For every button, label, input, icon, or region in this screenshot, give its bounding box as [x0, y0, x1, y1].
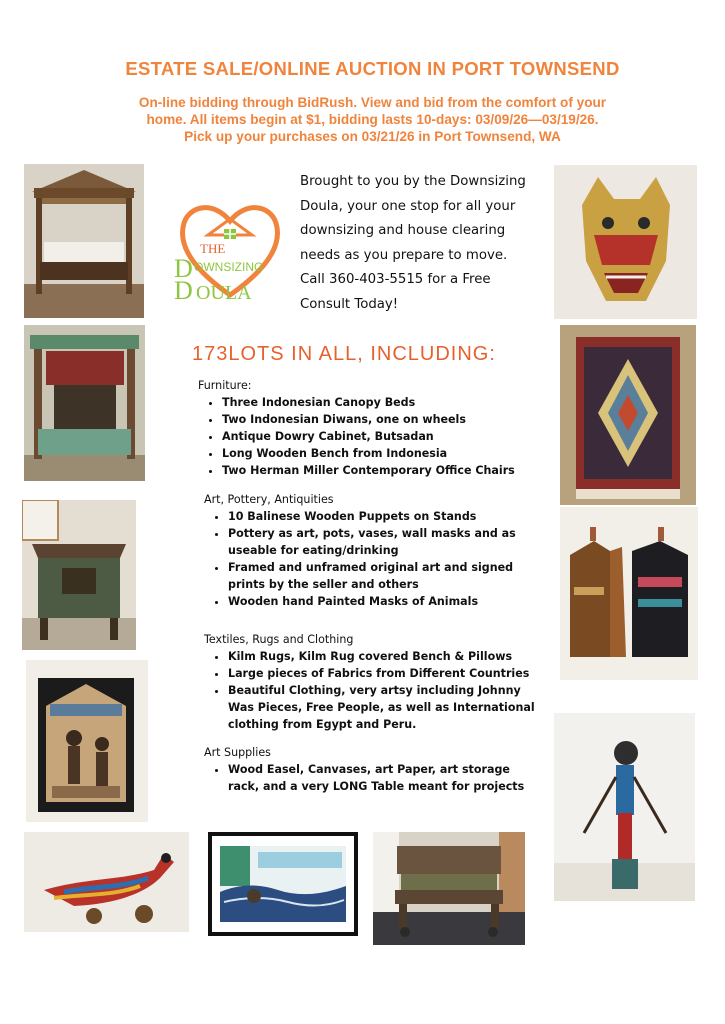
- section-title: Textiles, Rugs and Clothing: [204, 633, 354, 646]
- header-line-3: Pick up your purchases on 03/21/26 in Port Townsend, WA: [184, 129, 561, 144]
- section-furniture: [198, 379, 538, 479]
- section-art-supplies: [204, 746, 544, 795]
- list-item: • Three Indonesian Canopy Beds: [222, 394, 538, 411]
- section-title: Art Supplies: [204, 746, 271, 759]
- photo-dowry-cabinet: [22, 500, 136, 650]
- list-item: • Two Indonesian Diwans, one on wheels: [222, 411, 538, 428]
- list-item: • Antique Dowry Cabinet, Butsadan: [222, 428, 538, 445]
- photo-wooden-puppet: [554, 713, 695, 901]
- list-item: • Two Herman Miller Contemporary Office Chairs: [222, 462, 538, 479]
- section-title: Art, Pottery, Antiquities: [204, 493, 334, 506]
- lots-heading: 173LOTS IN ALL, INCLUDING:: [192, 343, 496, 365]
- list-item: • Wooden hand Painted Masks of Animals: [228, 593, 544, 610]
- photo-canopy-bed: [24, 164, 144, 318]
- list-item: • Framed and unframed original art and signed prints by the seller and others: [228, 559, 544, 593]
- list-item: • Kilm Rugs, Kilm Rug covered Bench & Pillows: [228, 648, 544, 665]
- list-item: • Pottery as art, pots, vases, wall masks and as useable for eating/drinking: [228, 525, 544, 559]
- list-item: • 10 Balinese Wooden Puppets on Stands: [228, 508, 544, 525]
- list-item: • Long Wooden Bench from Indonesia: [222, 445, 538, 462]
- header-line-1: On-line bidding through BidRush. View and bid from the comfort of your: [138, 95, 607, 110]
- logo-text-oula: OULA: [196, 282, 252, 303]
- list-item: • Wood Easel, Canvases, art Paper, art storage rack, and a very LONG Table meant for projects: [228, 761, 544, 795]
- section-title: Furniture:: [198, 379, 252, 392]
- photo-framed-print-boat: [208, 832, 358, 936]
- photo-bird-sculpture: [24, 832, 189, 932]
- photo-framed-puppet-art: [26, 660, 148, 822]
- intro-text: Brought to you by the Downsizing Doula, your one stop for all your downsizing and house clearing needs as you prepare to move. Call 360-403-5515 for a Free Consult Today!: [300, 174, 526, 312]
- logo-text-the: THE: [200, 241, 226, 256]
- list-item: • Large pieces of Fabrics from Different Countries: [228, 665, 544, 682]
- section-textiles: [204, 633, 544, 733]
- photo-animal-mask: [554, 165, 697, 319]
- header: [60, 58, 685, 145]
- list-item: • Beautiful Clothing, very artsy including Johnny Was Pieces, Free People, as well as International clothing from Egypt and Peru.: [228, 682, 544, 733]
- photo-kilim-rug: [560, 325, 696, 505]
- logo-cap-d2: D: [174, 276, 193, 303]
- logo-text-ownsizing: OWNSIZING: [194, 260, 264, 274]
- header-line-2: home. All items begin at $1, bidding lasts 10-days: 03/09/26—03/19/26.: [146, 112, 599, 127]
- logo-cap-d1: D: [174, 254, 193, 283]
- photo-indonesian-diwan: [24, 325, 145, 481]
- downsizing-doula-logo: [170, 195, 290, 303]
- photo-wooden-bench: [373, 832, 525, 945]
- section-art-pottery: [204, 493, 544, 610]
- photo-clothing-jackets: [560, 507, 698, 680]
- page-title: ESTATE SALE/ONLINE AUCTION IN PORT TOWNSEND: [125, 58, 620, 79]
